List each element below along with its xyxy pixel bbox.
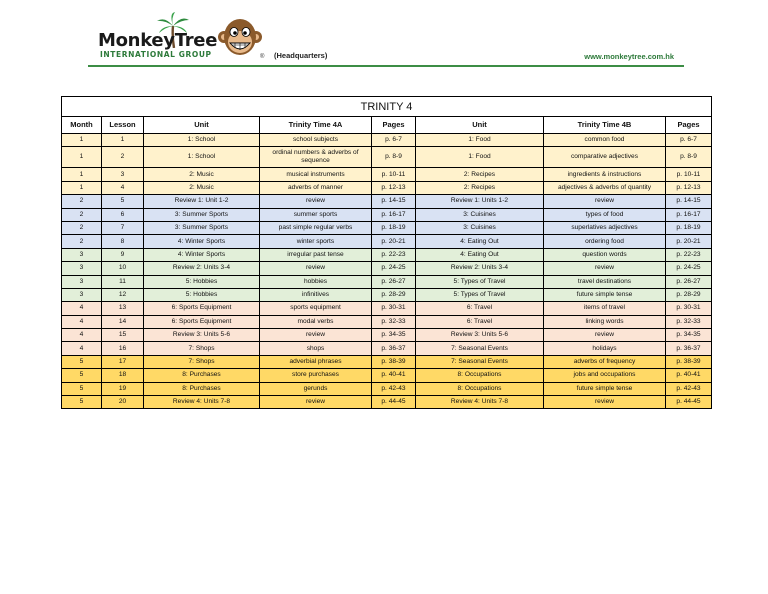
topic-4a-cell: adverbial phrases [260,355,372,368]
pages-4b-cell: p. 42-43 [666,382,712,395]
unit-4a-cell: 8: Purchases [144,369,260,382]
unit-4b-cell: 1: Food [416,134,544,147]
lesson-cell: 9 [102,248,144,261]
pages-4b-cell: p. 8-9 [666,147,712,168]
month-cell: 3 [62,248,102,261]
topic-4a-cell: school subjects [260,134,372,147]
topic-4b-cell: future simple tense [544,288,666,301]
pages-4a-cell: p. 38-39 [372,355,416,368]
lesson-cell: 13 [102,302,144,315]
unit-4a-cell: 7: Shops [144,342,260,355]
unit-4b-cell: 8: Occupations [416,382,544,395]
topic-4b-cell: superlatives adjectives [544,221,666,234]
pages-4b-cell: p. 44-45 [666,396,712,409]
column-header-trinity-time-4a: Trinity Time 4A [260,117,372,134]
pages-4a-cell: p. 6-7 [372,134,416,147]
registered-mark: ® [260,54,265,60]
month-cell: 3 [62,262,102,275]
table-row [62,208,712,221]
unit-4b-cell: Review 2: Units 3-4 [416,262,544,275]
month-cell: 4 [62,302,102,315]
pages-4b-cell: p. 32-33 [666,315,712,328]
lesson-cell: 5 [102,195,144,208]
topic-4a-cell: winter sports [260,235,372,248]
unit-4b-cell: 4: Eating Out [416,248,544,261]
topic-4a-cell: gerunds [260,382,372,395]
topic-4b-cell: linking words [544,315,666,328]
pages-4b-cell: p. 34-35 [666,329,712,342]
month-cell: 5 [62,369,102,382]
month-cell: 4 [62,342,102,355]
column-header-month: Month [62,117,102,134]
topic-4a-cell: review [260,329,372,342]
lesson-cell: 10 [102,262,144,275]
topic-4a-cell: review [260,262,372,275]
unit-4a-cell: 8: Purchases [144,382,260,395]
lesson-cell: 14 [102,315,144,328]
pages-4a-cell: p. 14-15 [372,195,416,208]
lesson-cell: 1 [102,134,144,147]
topic-4a-cell: sports equipment [260,302,372,315]
table-row [62,275,712,288]
pages-4a-cell: p. 30-31 [372,302,416,315]
unit-4a-cell: 1: School [144,147,260,168]
unit-4a-cell: Review 4: Units 7-8 [144,396,260,409]
unit-4a-cell: 4: Winter Sports [144,235,260,248]
pages-4a-cell: p. 42-43 [372,382,416,395]
unit-4b-cell: Review 1: Units 1-2 [416,195,544,208]
table-row [62,134,712,147]
table-row [62,355,712,368]
lesson-cell: 18 [102,369,144,382]
pages-4b-cell: p. 40-41 [666,369,712,382]
unit-4b-cell: 1: Food [416,147,544,168]
topic-4b-cell: travel destinations [544,275,666,288]
unit-4a-cell: 7: Shops [144,355,260,368]
lesson-cell: 15 [102,329,144,342]
pages-4b-cell: p. 26-27 [666,275,712,288]
column-header-unit-4b: Unit [416,117,544,134]
topic-4a-cell: adverbs of manner [260,181,372,194]
topic-4a-cell: musical instruments [260,168,372,181]
pages-4a-cell: p. 32-33 [372,315,416,328]
pages-4a-cell: p. 22-23 [372,248,416,261]
unit-4b-cell: 7: Seasonal Events [416,355,544,368]
month-cell: 1 [62,147,102,168]
pages-4a-cell: p. 40-41 [372,369,416,382]
unit-4a-cell: Review 3: Units 5-6 [144,329,260,342]
topic-4b-cell: review [544,396,666,409]
lesson-cell: 3 [102,168,144,181]
topic-4a-cell: summer sports [260,208,372,221]
table-row [62,221,712,234]
topic-4b-cell: holidays [544,342,666,355]
unit-4b-cell: 5: Types of Travel [416,288,544,301]
lesson-cell: 20 [102,396,144,409]
pages-4b-cell: p. 24-25 [666,262,712,275]
lesson-cell: 19 [102,382,144,395]
pages-4a-cell: p. 10-11 [372,168,416,181]
topic-4b-cell: review [544,262,666,275]
pages-4a-cell: p. 16-17 [372,208,416,221]
pages-4b-cell: p. 28-29 [666,288,712,301]
website-link[interactable]: www.monkeytree.com.hk [584,52,674,61]
unit-4b-cell: 3: Cuisines [416,208,544,221]
table-row [62,168,712,181]
lesson-cell: 16 [102,342,144,355]
unit-4a-cell: 6: Sports Equipment [144,315,260,328]
pages-4b-cell: p. 18-19 [666,221,712,234]
month-cell: 5 [62,382,102,395]
table-row [62,329,712,342]
unit-4b-cell: Review 4: Units 7-8 [416,396,544,409]
lesson-cell: 2 [102,147,144,168]
lesson-cell: 17 [102,355,144,368]
month-cell: 4 [62,315,102,328]
schedule-table [61,96,712,409]
lesson-cell: 6 [102,208,144,221]
unit-4b-cell: 7: Seasonal Events [416,342,544,355]
unit-4a-cell: 4: Winter Sports [144,248,260,261]
pages-4a-cell: p. 44-45 [372,396,416,409]
month-cell: 5 [62,355,102,368]
header-divider [88,65,684,67]
month-cell: 1 [62,181,102,194]
headquarters-label: (Headquarters) [274,51,328,60]
unit-4b-cell: 5: Types of Travel [416,275,544,288]
unit-4a-cell: 3: Summer Sports [144,208,260,221]
pages-4a-cell: p. 24-25 [372,262,416,275]
unit-4a-cell: 2: Music [144,168,260,181]
topic-4a-cell: irregular past tense [260,248,372,261]
pages-4b-cell: p. 30-31 [666,302,712,315]
topic-4a-cell: modal verbs [260,315,372,328]
topic-4a-cell: review [260,396,372,409]
pages-4a-cell: p. 36-37 [372,342,416,355]
topic-4a-cell: review [260,195,372,208]
topic-4b-cell: jobs and occupations [544,369,666,382]
unit-4b-cell: 4: Eating Out [416,235,544,248]
logo-name: MonkeyTree [98,30,218,51]
pages-4b-cell: p. 22-23 [666,248,712,261]
topic-4a-cell: store purchases [260,369,372,382]
table-row [62,181,712,194]
column-header-pages-4a: Pages [372,117,416,134]
topic-4b-cell: items of travel [544,302,666,315]
pages-4a-cell: p. 18-19 [372,221,416,234]
page-header [88,10,684,68]
topic-4b-cell: review [544,195,666,208]
topic-4b-cell: ordering food [544,235,666,248]
pages-4b-cell: p. 20-21 [666,235,712,248]
pages-4a-cell: p. 34-35 [372,329,416,342]
month-cell: 4 [62,329,102,342]
unit-4a-cell: 2: Music [144,181,260,194]
unit-4a-cell: 5: Hobbies [144,275,260,288]
topic-4b-cell: ingredients & instructions [544,168,666,181]
topic-4b-cell: adverbs of frequency [544,355,666,368]
topic-4a-cell: shops [260,342,372,355]
table-body [62,134,712,409]
topic-4b-cell: types of food [544,208,666,221]
column-header-pages-4b: Pages [666,117,712,134]
month-cell: 1 [62,134,102,147]
pages-4a-cell: p. 26-27 [372,275,416,288]
column-header-trinity-time-4b: Trinity Time 4B [544,117,666,134]
table-row [62,315,712,328]
month-cell: 5 [62,396,102,409]
topic-4b-cell: adjectives & adverbs of quantity [544,181,666,194]
pages-4a-cell: p. 12-13 [372,181,416,194]
month-cell: 2 [62,195,102,208]
month-cell: 3 [62,275,102,288]
table-title: TRINITY 4 [62,97,712,117]
table-row [62,248,712,261]
table-row [62,369,712,382]
monkey-mascot-icon [218,15,265,63]
unit-4b-cell: 8: Occupations [416,369,544,382]
month-cell: 2 [62,221,102,234]
pages-4a-cell: p. 28-29 [372,288,416,301]
table-row [62,195,712,208]
lesson-cell: 4 [102,181,144,194]
logo-group: INTERNATIONAL GROUP [100,50,212,59]
lesson-cell: 12 [102,288,144,301]
pages-4b-cell: p. 16-17 [666,208,712,221]
pages-4b-cell: p. 14-15 [666,195,712,208]
unit-4b-cell: 3: Cuisines [416,221,544,234]
table-row [62,288,712,301]
topic-4a-cell: past simple regular verbs [260,221,372,234]
month-cell: 2 [62,208,102,221]
topic-4b-cell: comparative adjectives [544,147,666,168]
topic-4b-cell: question words [544,248,666,261]
lesson-cell: 8 [102,235,144,248]
topic-4a-cell: hobbies [260,275,372,288]
column-header-unit-4a: Unit [144,117,260,134]
table-row [62,302,712,315]
unit-4b-cell: Review 3: Units 5-6 [416,329,544,342]
table-row [62,262,712,275]
unit-4b-cell: 2: Recipes [416,168,544,181]
pages-4b-cell: p. 36-37 [666,342,712,355]
table-row [62,147,712,168]
unit-4a-cell: Review 1: Unit 1-2 [144,195,260,208]
pages-4a-cell: p. 8-9 [372,147,416,168]
month-cell: 1 [62,168,102,181]
topic-4a-cell: infinitives [260,288,372,301]
lesson-cell: 11 [102,275,144,288]
unit-4a-cell: 1: School [144,134,260,147]
pages-4a-cell: p. 20-21 [372,235,416,248]
unit-4a-cell: Review 2: Units 3-4 [144,262,260,275]
pages-4b-cell: p. 12-13 [666,181,712,194]
topic-4a-cell: ordinal numbers & adverbs of sequence [260,147,372,168]
table-row [62,382,712,395]
table-row [62,235,712,248]
unit-4b-cell: 2: Recipes [416,181,544,194]
unit-4a-cell: 5: Hobbies [144,288,260,301]
month-cell: 2 [62,235,102,248]
unit-4a-cell: 3: Summer Sports [144,221,260,234]
month-cell: 3 [62,288,102,301]
pages-4b-cell: p. 6-7 [666,134,712,147]
unit-4a-cell: 6: Sports Equipment [144,302,260,315]
unit-4b-cell: 6: Travel [416,315,544,328]
table-row [62,396,712,409]
table-row [62,342,712,355]
table-header-row [62,117,712,134]
pages-4b-cell: p. 10-11 [666,168,712,181]
column-header-lesson: Lesson [102,117,144,134]
lesson-cell: 7 [102,221,144,234]
unit-4b-cell: 6: Travel [416,302,544,315]
topic-4b-cell: review [544,329,666,342]
pages-4b-cell: p. 38-39 [666,355,712,368]
topic-4b-cell: future simple tense [544,382,666,395]
topic-4b-cell: common food [544,134,666,147]
